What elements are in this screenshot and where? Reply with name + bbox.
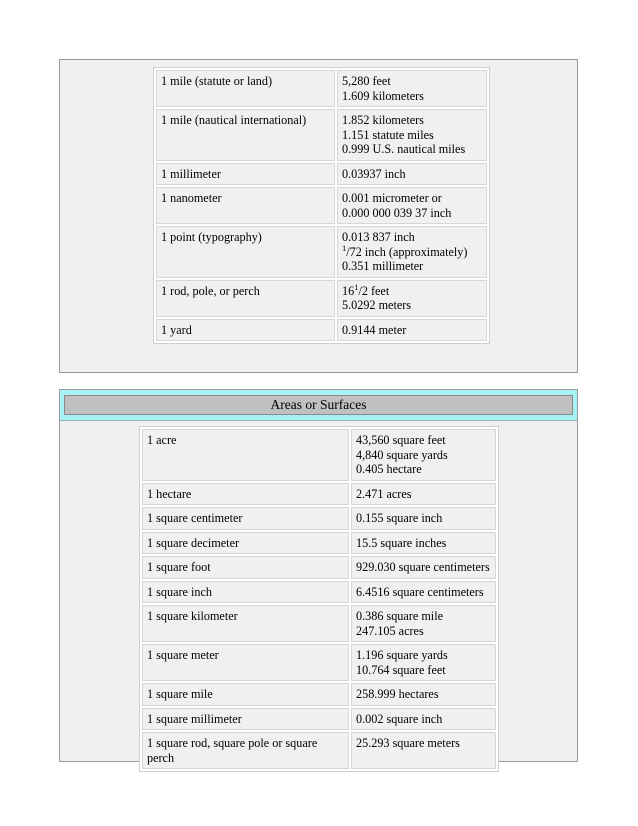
unit-cell: 1 square meter xyxy=(142,644,349,681)
fraction-line: $^1$/72 inch (approximately) xyxy=(342,242,468,259)
unit-cell: 1 hectare xyxy=(142,483,349,506)
table-row xyxy=(142,556,496,579)
unit-cell: 1 acre xyxy=(142,429,349,481)
unit-cell: 1 square rod, square pole or square perch xyxy=(142,732,349,769)
unit-cell: 1 millimeter xyxy=(156,163,335,186)
unit-cell: 1 yard xyxy=(156,319,335,342)
unit-cell: 1 square centimeter xyxy=(142,507,349,530)
table-row xyxy=(156,70,487,107)
unit-cell: 1 square decimeter xyxy=(142,532,349,555)
table-row xyxy=(142,644,496,681)
table-row xyxy=(142,483,496,506)
value-cell: 1.852 kilometers 1.151 statute miles 0.999 U.S. nautical miles xyxy=(337,109,487,161)
table-row xyxy=(142,507,496,530)
value-cell: 15.5 square inches xyxy=(351,532,496,555)
value-cell: 0.013 837 inch $^1$/72 inch (approximately) 0.351 millimeter xyxy=(337,226,487,278)
mixed-number-line: $16^1/2$ feet xyxy=(342,281,390,298)
value-cell: 0.9144 meter xyxy=(337,319,487,342)
value-cell: 2.471 acres xyxy=(351,483,496,506)
length-conversion-table xyxy=(153,67,490,344)
value-cell: 0.386 square mile 247.105 acres xyxy=(351,605,496,642)
table-row xyxy=(156,226,487,278)
section-title: Areas or Surfaces xyxy=(64,395,573,415)
value-cell: 5,280 feet 1.609 kilometers xyxy=(337,70,487,107)
value-cell: 25.293 square meters xyxy=(351,732,496,769)
value-cell: 258.999 hectares xyxy=(351,683,496,706)
unit-cell: 1 point (typography) xyxy=(156,226,335,278)
table-row xyxy=(142,683,496,706)
table-row xyxy=(142,429,496,481)
value-cell: 929.030 square centimeters xyxy=(351,556,496,579)
area-conversion-table xyxy=(139,426,499,772)
value-cell: 0.03937 inch xyxy=(337,163,487,186)
area-conversion-panel xyxy=(59,389,578,765)
table-row xyxy=(156,163,487,186)
unit-cell: 1 mile (nautical international) xyxy=(156,109,335,161)
unit-cell: 1 square kilometer xyxy=(142,605,349,642)
unit-cell: 1 square inch xyxy=(142,581,349,604)
table-row xyxy=(142,732,496,769)
unit-cell: 1 square foot xyxy=(142,556,349,579)
unit-cell: 1 mile (statute or land) xyxy=(156,70,335,107)
length-conversion-panel xyxy=(59,59,578,373)
table-row xyxy=(156,319,487,342)
table-row xyxy=(156,187,487,224)
value-cell: 6.4516 square centimeters xyxy=(351,581,496,604)
value-cell: 43,560 square feet 4,840 square yards 0.405 hectare xyxy=(351,429,496,481)
value-cell: $16^1/2$ feet 5.0292 meters xyxy=(337,280,487,317)
value-cell: 0.155 square inch xyxy=(351,507,496,530)
fraction-numerator: 1 xyxy=(354,281,359,292)
section-header xyxy=(60,390,577,421)
table-row xyxy=(142,532,496,555)
table-row xyxy=(142,581,496,604)
unit-cell: 1 square mile xyxy=(142,683,349,706)
value-cell: 1.196 square yards 10.764 square feet xyxy=(351,644,496,681)
unit-cell: 1 rod, pole, or perch xyxy=(156,280,335,317)
table-row xyxy=(142,708,496,731)
value-cell: 0.002 square inch xyxy=(351,708,496,731)
fraction-numerator: 1 xyxy=(342,242,347,253)
unit-cell: 1 square millimeter xyxy=(142,708,349,731)
unit-cell: 1 nanometer xyxy=(156,187,335,224)
table-row xyxy=(156,109,487,161)
value-cell: 0.001 micrometer or 0.000 000 039 37 inch xyxy=(337,187,487,224)
table-row xyxy=(142,605,496,642)
table-row xyxy=(156,280,487,317)
